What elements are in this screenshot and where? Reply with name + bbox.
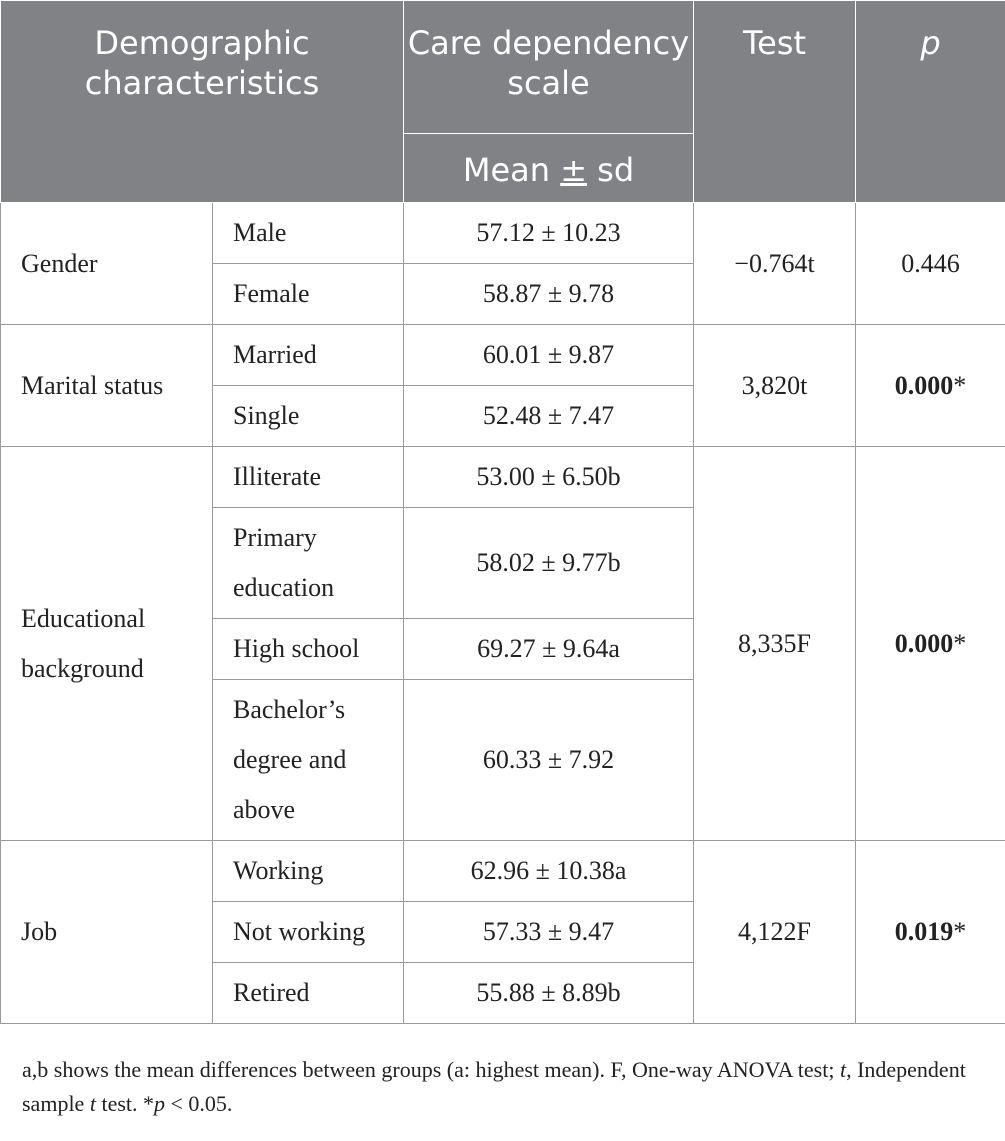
table-row bbox=[1, 203, 1005, 264]
header-p bbox=[856, 1, 1005, 203]
header-mean-sd-pm: ± bbox=[560, 151, 587, 189]
test-value: 4,122F bbox=[694, 841, 856, 1024]
mean-sd-value: 58.02 ± 9.77b bbox=[404, 508, 694, 619]
header-demographic: Demographic characteristics bbox=[1, 1, 404, 203]
header-mean-sd-pre: Mean bbox=[462, 151, 561, 189]
group-label: Male bbox=[213, 203, 404, 264]
mean-sd-value: 60.01 ± 9.87 bbox=[404, 325, 694, 386]
mean-sd-value: 69.27 ± 9.64a bbox=[404, 619, 694, 680]
header-mean-sd-post: sd bbox=[587, 151, 635, 189]
p-number: 0.019 bbox=[894, 917, 954, 946]
group-label: Bachelor’s degree and above bbox=[213, 680, 404, 841]
p-mark: * bbox=[953, 917, 967, 946]
header-test: Test bbox=[694, 1, 856, 203]
group-label: Working bbox=[213, 841, 404, 902]
p-value bbox=[856, 447, 1005, 841]
p-number: 0.000 bbox=[894, 370, 954, 400]
footnote-part1: a,b shows the mean differences between groups (a: highest mean). F, One-way ANOVA test; bbox=[22, 1057, 840, 1082]
footnote-part4: < 0.05. bbox=[165, 1091, 233, 1116]
mean-sd-value: 52.48 ± 7.47 bbox=[404, 386, 694, 447]
p-number: 0.000 bbox=[894, 628, 954, 658]
group-label: Primary education bbox=[213, 508, 404, 619]
category-cell: Marital status bbox=[1, 325, 213, 447]
group-label: Illiterate bbox=[213, 447, 404, 508]
category-cell: Gender bbox=[1, 203, 213, 325]
group-label: Married bbox=[213, 325, 404, 386]
header-mean-sd bbox=[404, 134, 694, 203]
category-cell: Educational background bbox=[1, 447, 213, 841]
p-mark: * bbox=[953, 628, 967, 658]
mean-sd-value: 58.87 ± 9.78 bbox=[404, 264, 694, 325]
group-label: High school bbox=[213, 619, 404, 680]
header-care-scale: Care dependency scale bbox=[404, 1, 694, 134]
mean-sd-value: 53.00 ± 6.50b bbox=[404, 447, 694, 508]
footnote-part2: , Independent sample bbox=[22, 1057, 966, 1116]
footnote-p: p bbox=[154, 1091, 166, 1116]
group-label: Retired bbox=[213, 963, 404, 1024]
table-row bbox=[1, 447, 1005, 508]
test-value: −0.764t bbox=[694, 203, 856, 325]
test-value: 8,335F bbox=[694, 447, 856, 841]
p-mark: * bbox=[953, 370, 967, 400]
table-row bbox=[1, 325, 1005, 386]
table-footnote bbox=[22, 1053, 997, 1121]
p-value bbox=[856, 325, 1005, 447]
footnote-t2: t bbox=[89, 1091, 96, 1116]
group-label: Not working bbox=[213, 902, 404, 963]
p-value bbox=[856, 203, 1005, 325]
header-p-label: p bbox=[920, 24, 941, 62]
group-label: Single bbox=[213, 386, 404, 447]
group-label: Female bbox=[213, 264, 404, 325]
test-value: 3,820t bbox=[694, 325, 856, 447]
mean-sd-value: 55.88 ± 8.89b bbox=[404, 963, 694, 1024]
p-value bbox=[856, 841, 1005, 1024]
category-cell: Job bbox=[1, 841, 213, 1024]
footnote-t: t bbox=[839, 1057, 847, 1082]
mean-sd-value: 57.12 ± 10.23 bbox=[404, 203, 694, 264]
mean-sd-value: 60.33 ± 7.92 bbox=[404, 680, 694, 841]
table-row bbox=[1, 841, 1005, 902]
footnote-part3: test. * bbox=[95, 1091, 155, 1116]
mean-sd-value: 62.96 ± 10.38a bbox=[404, 841, 694, 902]
p-number: 0.446 bbox=[901, 248, 960, 278]
mean-sd-value: 57.33 ± 9.47 bbox=[404, 902, 694, 963]
